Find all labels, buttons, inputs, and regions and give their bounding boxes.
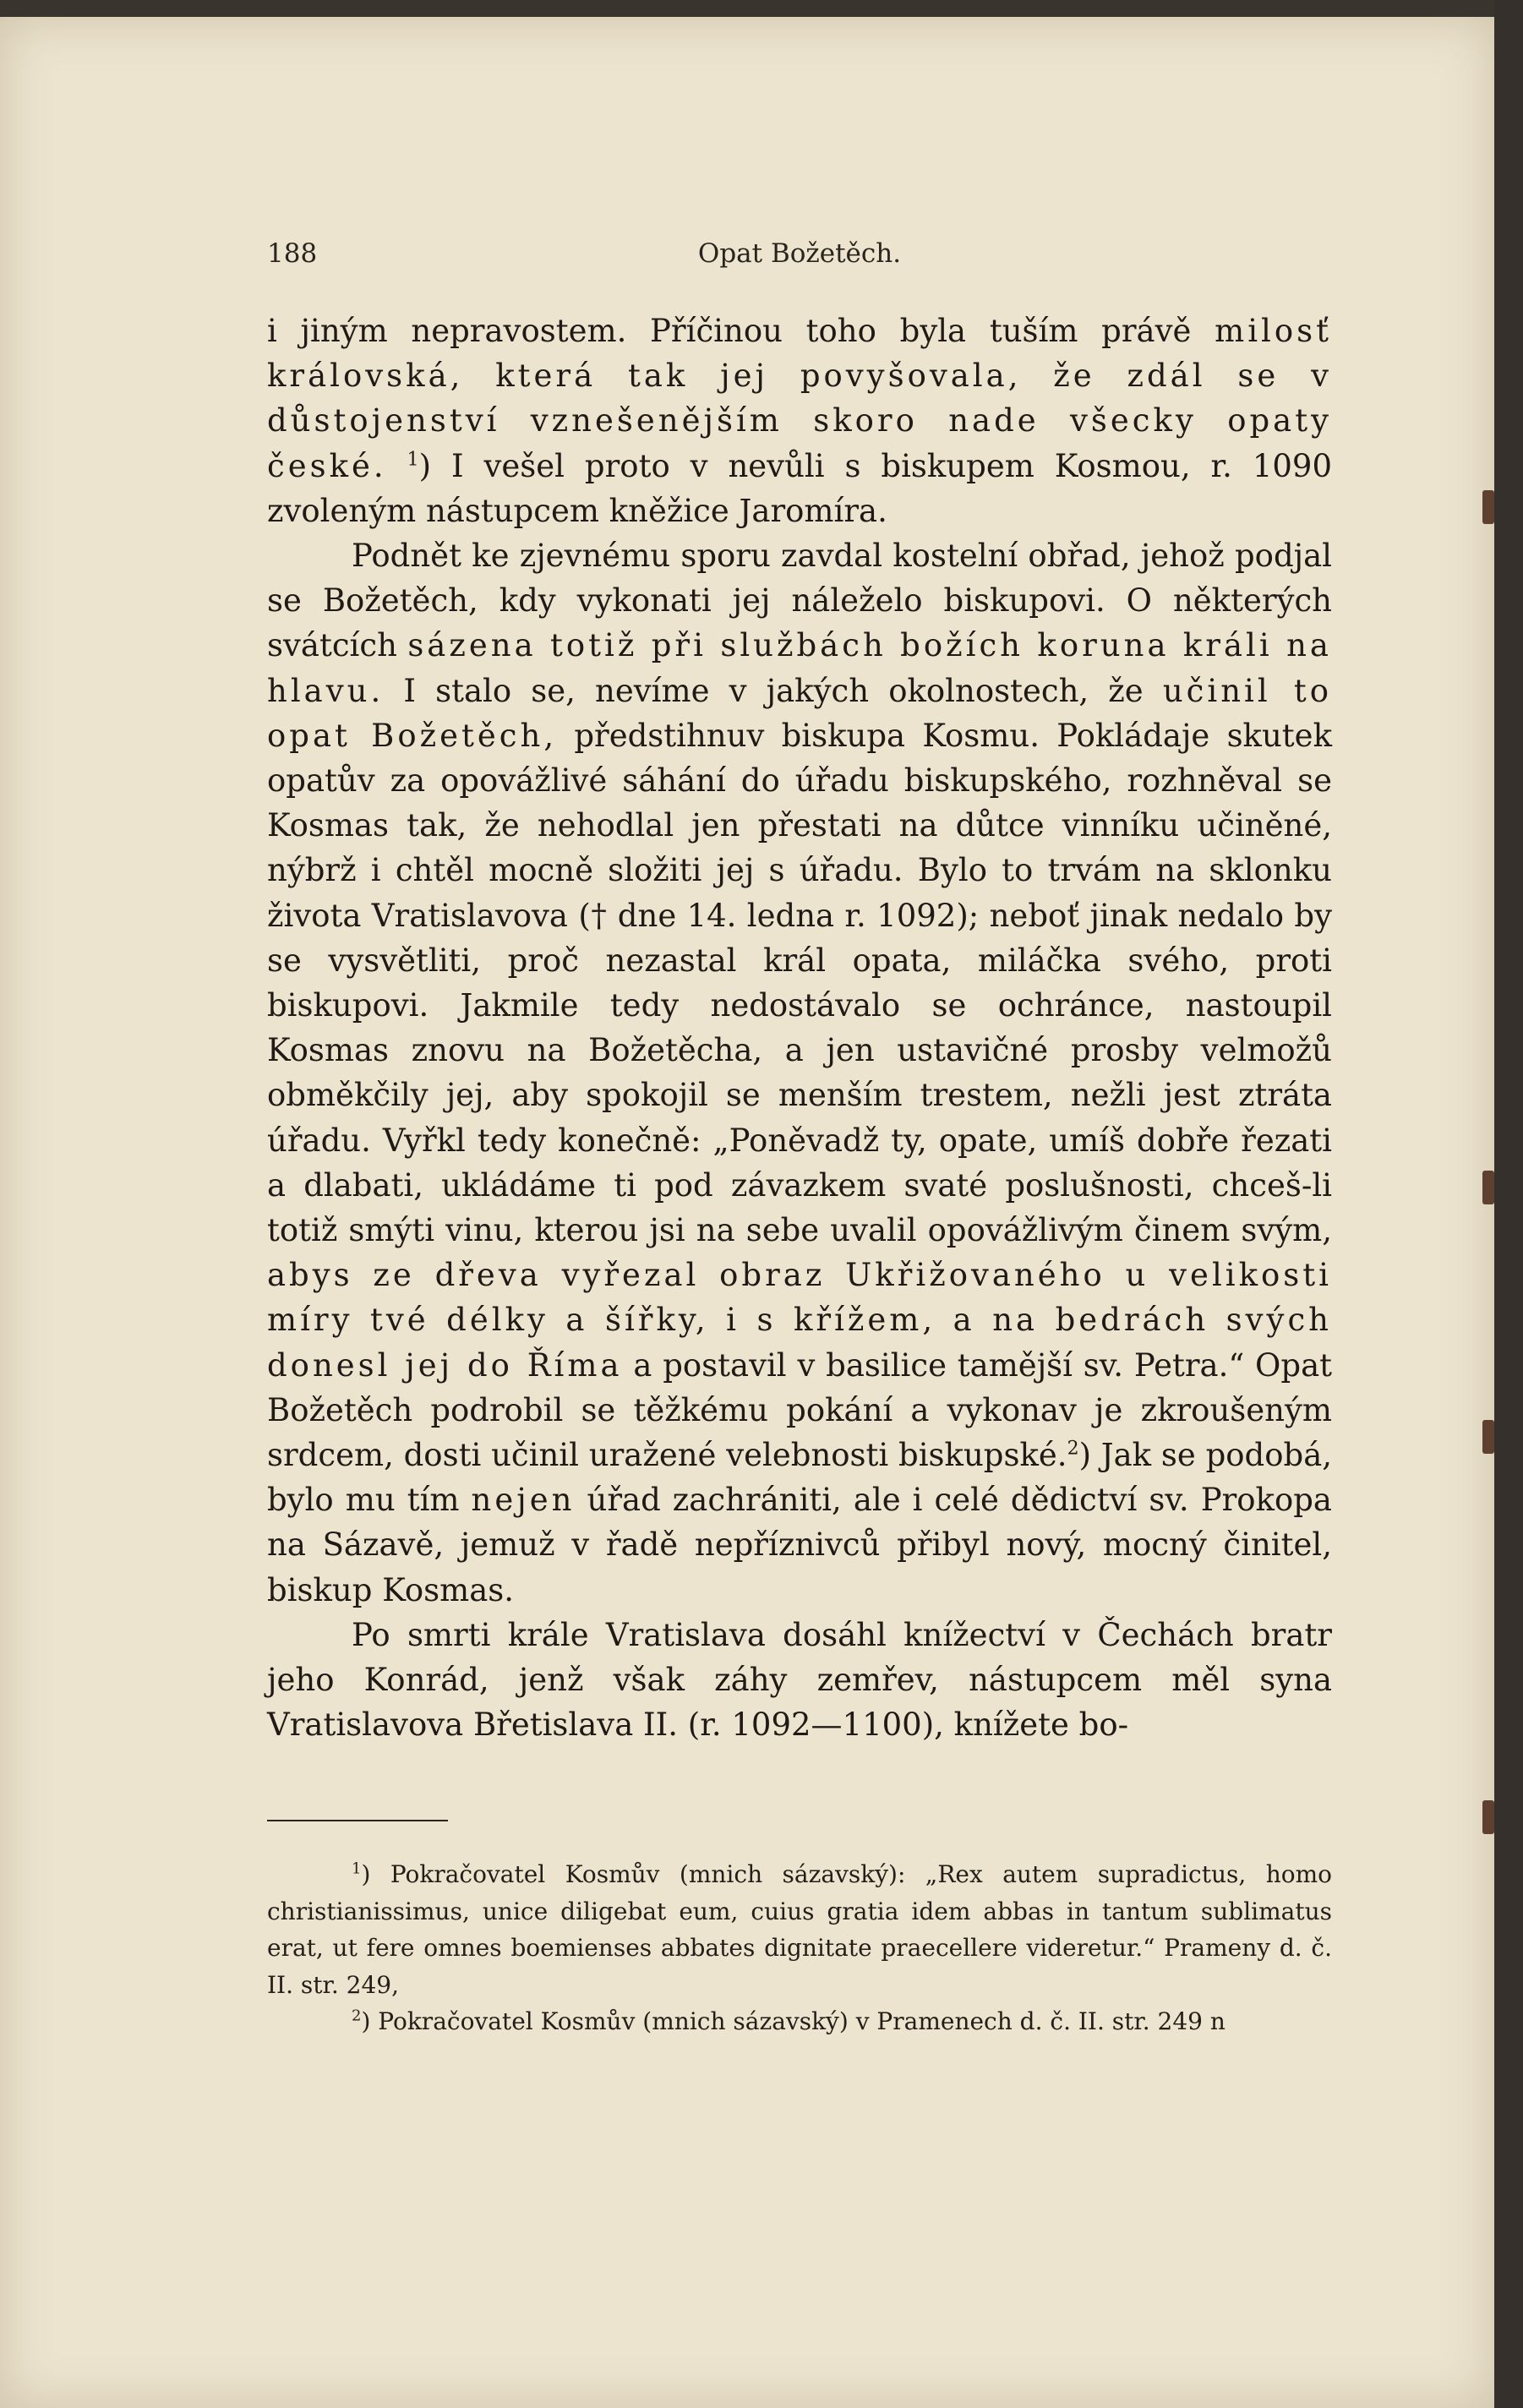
footnote-2 [267,2003,1332,2040]
binding-tab-mark [1482,1420,1494,1454]
paragraph-3: Po smrti krále Vratislava dosáhl knížectví v Čechách bratr jeho Konrád, jenž však záhy zemřev, nástupcem měl syna Vratislavova Břetislava II. (r. 1092—1100), knížete bo- [267,1616,1332,1744]
paragraph-1-text: i jiným nepravostem. Příčinou toho byla tuším právě [267,313,1215,349]
running-title: Opat Božetěch. [697,238,902,269]
footnote-1-text: ) Pokračovatel Kosmův (mnich sázavský): „Rex autem supradictus, homo christianissimus, unice diligebat eum, cuius gratia idem abbas in tantum sublimatus erat, ut fere omnes boemienses abbates dignitate praecellere videretur.“ Prameny d. č. II. str. 249, [267,1860,1332,1999]
paragraph-2-spaced-d: učinil to opat Božetěch, [267,672,1332,754]
main-text [267,309,1332,1748]
paragraph-1 [267,309,1332,533]
paragraph-2-text-h: ) Jak se podobá, bylo mu tím [267,1437,1333,1519]
page-number: 188 [267,238,318,269]
paragraph-2-text-c: I stalo se, nevíme v jakých okolnostech, že [384,672,1163,709]
paragraph-1-spaced: milosť královská, která tak jej povyšovala, že zdál se v důstojenství vznešenějším skoro nade všecky opaty české. [267,313,1332,484]
footnote-1 [267,1856,1332,2003]
paragraph-2-text-j: úřad zachrániti, ale i celé dědictví sv. Prokopa na Sázavě, jemuž v řadě nepříznivců přibyl nový, mocný činitel, biskup Kosmas. [267,1482,1332,1608]
paragraph-2-text-g: a postavil v basilice tamější sv. Petra.“ Opat Božetěch podrobil se těžkému pokání a vykonav je zkroušeným srdcem, dosti učinil uražené velebnosti biskupské. [267,1346,1333,1474]
paragraph-2-spaced-a: sázena totiž při službách božích koruna králi na hlavu. [267,627,1332,709]
footnote-ref-2[interactable]: 2 [1067,1438,1079,1460]
paragraph-2-spaced-f: abys ze dřeva vyřezal obraz Ukřižovaného u velikosti míry tvé délky a šířky, i s křížem, a na bedrách svých donesl jej do Říma [267,1257,1332,1384]
paragraph-2-spaced-i: nejen [471,1482,576,1519]
page-header [267,238,1332,281]
footnote-1-mark: 1 [352,1859,362,1878]
binding-tab-mark [1482,1800,1494,1834]
footnote-divider [267,1820,448,1821]
footnote-2-text: ) Pokračovatel Kosmův (mnich sázavský) v Pramenech d. č. II. str. 249 n [361,2007,1225,2035]
paragraph-2-text-e: předstihnuv biskupa Kosmu. Pokládaje skutek opatův za opovážlivé sáhání do úřadu biskupského, rozhněval se Kosmas tak, že nehodlal jen přestati na důtce vinníku učiněné, nýbrž i chtěl mocně složiti jej s úřadu. Bylo to trvám na sklonku života Vratislavova († dne 14. ledna r. 1092); neboť jinak nedalo by se vysvětliti, proč nezastal král opata, miláčka svého, proti biskupovi. Jakmile tedy nedostávalo se ochránce, nastoupil Kosmas znovu na Božetěcha, a jen ustavičné prosby velmožů obměkčily jej, aby spokojil se menším trestem, nežli jest ztráta úřadu. Vyřkl tedy konečně: „Poněvadž ty, opate, umíš dobře řezati a dlabati, ukládáme ti pod závazkem svaté poslušnosti, chceš-li totiž smýti vinu, kterou jsi na sebe uvalil opovážlivým činem svým, [267,717,1332,1249]
paragraph-1-rest: ) I vešel proto v nevůli s biskupem Kosmou, r. 1090 zvoleným nástupcem kněžice Jaromíra. [267,447,1332,529]
paragraph-2-text-a: Podnět ke zjevnému sporu zavdal kostelní obřad, jehož podjal se Božetěch, kdy vykonati jej náleželo biskupovi. O některých svátcích [267,538,1332,664]
scan-edge-top [0,0,1523,17]
binding-tab-mark [1482,1171,1494,1204]
footnote-2-mark: 2 [352,2007,362,2025]
footnote-ref-1[interactable]: 1 [407,449,419,471]
binding-tab-mark [1482,490,1494,524]
footnotes [267,1856,1332,2040]
scan-edge-right [1494,0,1523,2408]
paragraph-2 [267,533,1332,1613]
